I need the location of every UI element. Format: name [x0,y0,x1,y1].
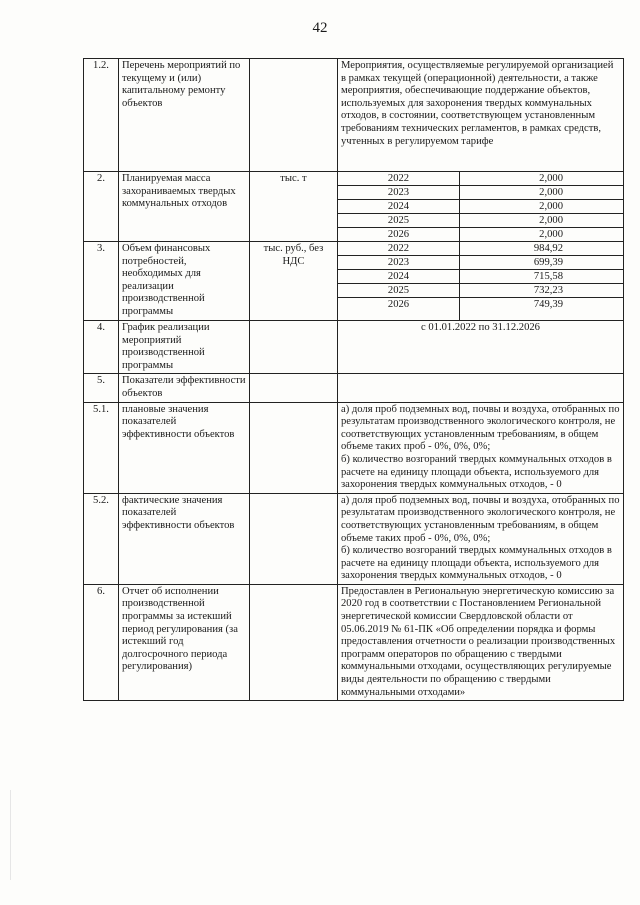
year-value: 2,000 [460,228,624,242]
year-row [338,186,623,200]
table-row [84,242,624,321]
row-value [338,402,624,493]
year-value: 715,58 [460,270,624,284]
row-name: Объем финансовых потребностей, необходимых для реализации производственной программы [119,242,250,321]
row-value [338,493,624,584]
table-row [84,374,624,402]
row-name: Планируемая масса захораниваемых твердых коммунальных отходов [119,172,250,242]
year: 2022 [338,242,460,256]
indicator-b: б) количество возгораний твердых коммунальных отходов в расчете на единицу площади объекта, используемого для захоронения твердых коммунальных отходов, - 0 [341,545,612,582]
table-row [84,493,624,584]
row-name: График реализации мероприятий производственной программы [119,321,250,374]
row-unit: тыс. руб., без НДС [250,242,338,321]
row-unit [250,59,338,172]
indicator-b: б) количество возгораний твердых коммунальных отходов в расчете на единицу площади объекта, используемого для захоронения твердых коммунальных отходов, - 0 [341,453,612,491]
row-number: 3. [84,242,119,321]
year: 2025 [338,284,460,298]
row-name: плановые значения показателей эффективности объектов [119,402,250,493]
year-row [338,256,623,270]
year-value: 699,39 [460,256,624,270]
year-row [338,270,623,284]
table-row [84,321,624,374]
indicator-a: а) доля проб подземных вод, почвы и воздуха, отобранных по результатам производственного экологического контроля, не соответствующих установленным требованиям, в общем объеме таких проб - 0%, 0%, 0%; [341,494,620,544]
year-value: 2,000 [460,200,624,214]
row-unit [250,321,338,374]
row-number: 5. [84,374,119,402]
row-value: с 01.01.2022 по 31.12.2026 [338,321,624,374]
years-cell [338,172,624,242]
table-row [84,402,624,493]
year-row [338,214,623,228]
page-number: 42 [312,20,328,36]
year-value: 2,000 [460,186,624,200]
table-row [84,59,624,172]
row-name: Показатели эффективности объектов [119,374,250,402]
row-name: фактические значения показателей эффективности объектов [119,493,250,584]
year: 2025 [338,214,460,228]
year-value: 732,23 [460,284,624,298]
table-row [84,172,624,242]
row-unit [250,374,338,402]
program-table [83,58,624,701]
row-number: 6. [84,584,119,700]
scan-edge [10,790,11,880]
row-unit [250,584,338,700]
row-number: 5.1. [84,402,119,493]
year-value: 984,92 [460,242,624,256]
year: 2023 [338,186,460,200]
row-number: 1.2. [84,59,119,172]
year-row [338,172,623,186]
table-row [84,584,624,700]
row-name: Перечень мероприятий по текущему и (или) капитальному ремонту объектов [119,59,250,172]
years-cell [338,242,624,321]
year: 2022 [338,172,460,186]
year: 2026 [338,298,460,321]
year-value: 749,39 [460,298,624,321]
year-row [338,284,623,298]
year-value: 2,000 [460,214,624,228]
row-number: 2. [84,172,119,242]
year: 2026 [338,228,460,242]
row-unit: тыс. т [250,172,338,242]
row-name: Отчет об исполнении производственной программы за истекший период регулирования (за истекший год долгосрочного периода регулирования) [119,584,250,700]
year-row [338,200,623,214]
year-value: 2,000 [460,172,624,186]
year: 2023 [338,256,460,270]
year: 2024 [338,200,460,214]
row-value: Предоставлен в Региональную энергетическую комиссию за 2020 год в соответствии с Постановлением Региональной энергетической комиссии Свердловской области от 05.06.2019 № 61-ПК «Об определении порядка и формы предоставления отчетности о реализации производственных программ операторов по обращению с твердыми коммунальными отходами, осуществляющих регулируемые виды деятельности по обращению с твердыми коммунальными отходами» [338,584,624,700]
year-row [338,242,623,256]
year: 2024 [338,270,460,284]
years-table-finance [338,242,623,320]
row-value [338,374,624,402]
row-number: 4. [84,321,119,374]
years-table-mass [338,172,623,241]
indicator-a: а) доля проб подземных вод, почвы и воздуха, отобранных по результатам производственного экологического контроля, не соответствующих установленным требованиям, в общем объеме таких проб - 0%, 0%, 0%; [341,403,620,453]
row-value: Мероприятия, осуществляемые регулируемой организацией в рамках текущей (операционной) деятельности, а также мероприятия, обеспечивающие поддержание объектов, используемых для захоронения твердых коммунальных отходов, в состоянии, соответствующем установленным требованиям технических регламентов, в рамках средств, учтенных в регулируемом тарифе [338,59,624,172]
row-unit [250,402,338,493]
row-number: 5.2. [84,493,119,584]
year-row [338,298,623,321]
year-row [338,228,623,242]
row-unit [250,493,338,584]
